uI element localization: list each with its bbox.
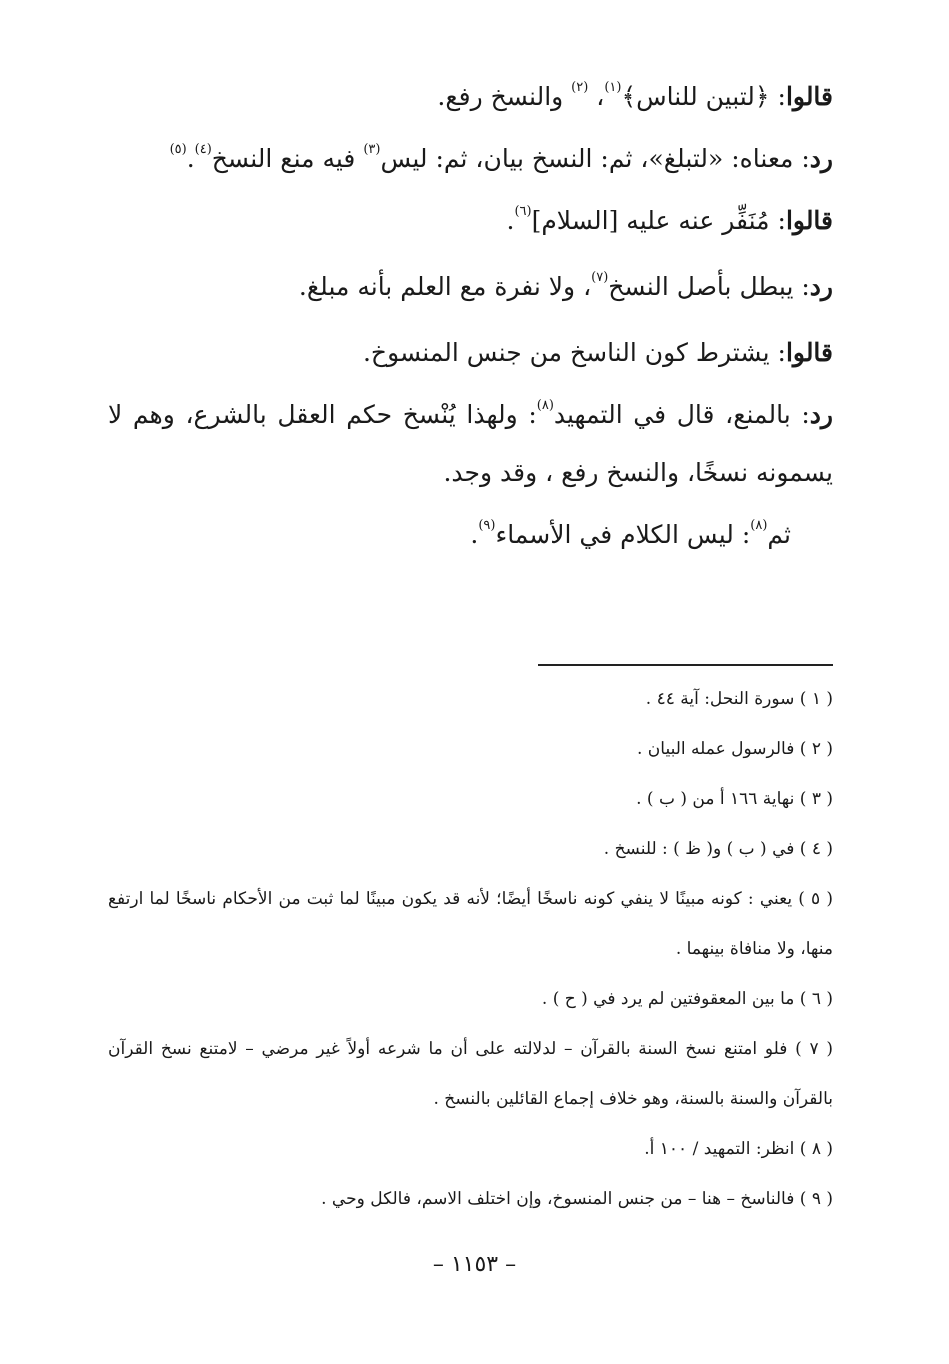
- footnote-5: ( ٥ ) يعني : كونه مبينًا لا ينفي كونه ناسخًا أيضًا؛ لأنه قد يكون مبينًا لما ثبت من الأحكام ناسخًا لما ارتفع منها، ولا منافاة بينهما .: [108, 889, 833, 959]
- paragraph-2: رد: معناه: «لتبلغ»، ثم: النسخ بيان، ثم: ليس$^{(٣)}$ فيه منع النسخ$^{(٤)}$.$^{(٥)}$: [169, 142, 833, 173]
- footnote-ref[interactable]: (١): [604, 80, 622, 95]
- paragraph-4: رد: يبطل بأصل النسخ$^{(٧)}$، ولا نفرة مع العلم بأنه مبلغ.: [298, 270, 833, 301]
- footnote-ref[interactable]: (٦): [514, 204, 532, 219]
- footnote-6: ( ٦ ) ما بين المعقوفتين لم يرد في ( ح ) .: [541, 989, 833, 1009]
- paragraph-1: قالوا: ﴿لتبين للناس﴾$^{(١)}$، $^{(٢)}$ والنسخ رفع.: [437, 80, 833, 111]
- page-number: – ١١٥٣ –: [432, 1252, 517, 1277]
- footnote-separator: [538, 664, 833, 666]
- footnote-ref[interactable]: (٥): [169, 142, 187, 157]
- label-qalu: قالوا: [785, 338, 833, 367]
- label-radd: رد: [809, 400, 833, 429]
- footnote-ref[interactable]: (٨): [536, 398, 554, 413]
- paragraph-7: ثم$^{(٨)}$: ليس الكلام في الأسماء$^{(٩)}$.: [470, 518, 791, 549]
- paragraph-5: قالوا: يشترط كون الناسخ من جنس المنسوخ.: [362, 338, 833, 367]
- footnote-ref[interactable]: (٣): [363, 142, 381, 157]
- footnote-ref[interactable]: (٢): [571, 80, 589, 95]
- footnote-3: ( ٣ ) نهاية ١٦٦ أ من ( ب ) .: [636, 789, 833, 809]
- label-radd: رد: [809, 144, 833, 173]
- footnote-4: ( ٤ ) في ( ب ) و( ظ ) : للنسخ .: [603, 839, 833, 859]
- paragraph-3: قالوا: مُنَفِّر عنه عليه [السلام]$^{(٦)}$.: [506, 204, 833, 235]
- paragraph-6: رد: بالمنع، قال في التمهيد$^{(٨)}$: ولهذا يُنْسخ حكم العقل بالشرع، وهم لا يسمونه نسخًا، والنسخ رفع ، وقد وجد.: [108, 398, 833, 487]
- footnote-9: ( ٩ ) فالناسخ – هنا – من جنس المنسوخ، وإن اختلف الاسم، فالكل وحي .: [321, 1189, 833, 1209]
- quran-quote: ﴿لتبين للناس﴾: [621, 82, 770, 111]
- label-radd: رد: [809, 272, 833, 301]
- label-qalu: قالوا: [785, 206, 833, 235]
- main-text: [108, 64, 833, 568]
- footnotes: [108, 674, 833, 1224]
- label-qalu: قالوا: [785, 82, 833, 111]
- footnote-ref[interactable]: (٨): [750, 518, 768, 533]
- footnote-8: ( ٨ ) انظر: التمهيد / ١٠٠ أ.: [644, 1139, 833, 1159]
- footnote-ref[interactable]: (٤): [194, 142, 212, 157]
- footnote-1: ( ١ ) سورة النحل: آية ٤٤ .: [645, 689, 833, 709]
- footnote-7: ( ٧ ) فلو امتنع نسخ السنة بالقرآن – لدلالته على أن ما شرعه أولاً غير مرضي – لامتنع نسخ القرآن بالقرآن والسنة بالسنة، وهو خلاف إجماع القائلين بالنسخ .: [108, 1039, 833, 1109]
- footnote-2: ( ٢ ) فالرسول عمله البيان .: [636, 739, 833, 759]
- footnote-ref[interactable]: (٧): [591, 270, 609, 285]
- footnote-ref[interactable]: (٩): [478, 518, 496, 533]
